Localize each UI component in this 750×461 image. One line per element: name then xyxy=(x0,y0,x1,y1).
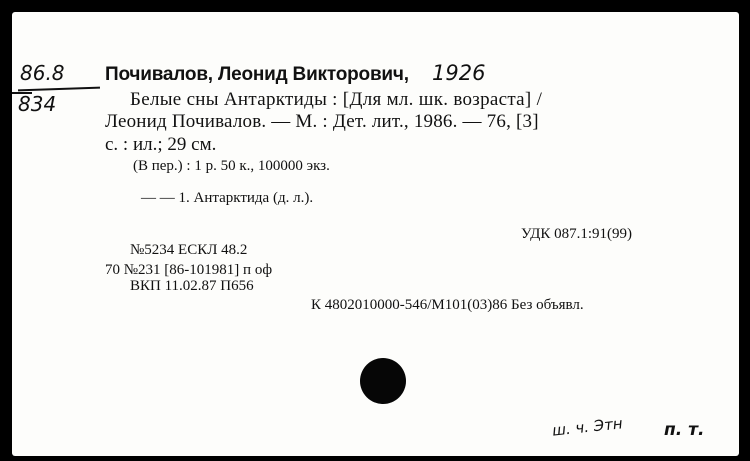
index-line: К 4802010000-546/М101(03)86 Без объявл. xyxy=(311,297,584,313)
catalog-card xyxy=(12,12,739,456)
call-number-bottom: 834 xyxy=(18,92,57,116)
udc-code: УДК 087.1:91(99) xyxy=(521,226,632,242)
punch-hole xyxy=(360,358,406,404)
call-number-top: 86.8 xyxy=(20,61,65,85)
title-line-3: с. : ил.; 29 см. xyxy=(105,134,217,155)
author-heading: Почивалов, Леонид Викторович, xyxy=(105,64,409,85)
binding-price: (В пер.) : 1 р. 50 к., 100000 экз. xyxy=(133,158,330,174)
title-line-2: Леонид Почивалов. — М. : Дет. лит., 1986. — 76, [3] xyxy=(105,111,539,132)
title-line-1: Белые сны Антарктиды : [Для мл. шк. возраста] / xyxy=(130,89,543,110)
subject-tracing: — — 1. Антарктида (д. л.). xyxy=(141,190,314,206)
call-number-divider xyxy=(18,87,100,92)
service-line-1: №5234 ЕСКЛ 48.2 xyxy=(130,242,248,258)
handwritten-note: ш. ч. Этн xyxy=(551,414,624,440)
author-year: 1926 xyxy=(432,61,486,85)
service-line-3: ВКП 11.02.87 П656 xyxy=(130,278,254,294)
handwritten-mark: п. т. xyxy=(664,420,705,440)
service-line-2: 70 №231 [86-101981] п оф xyxy=(105,262,273,278)
